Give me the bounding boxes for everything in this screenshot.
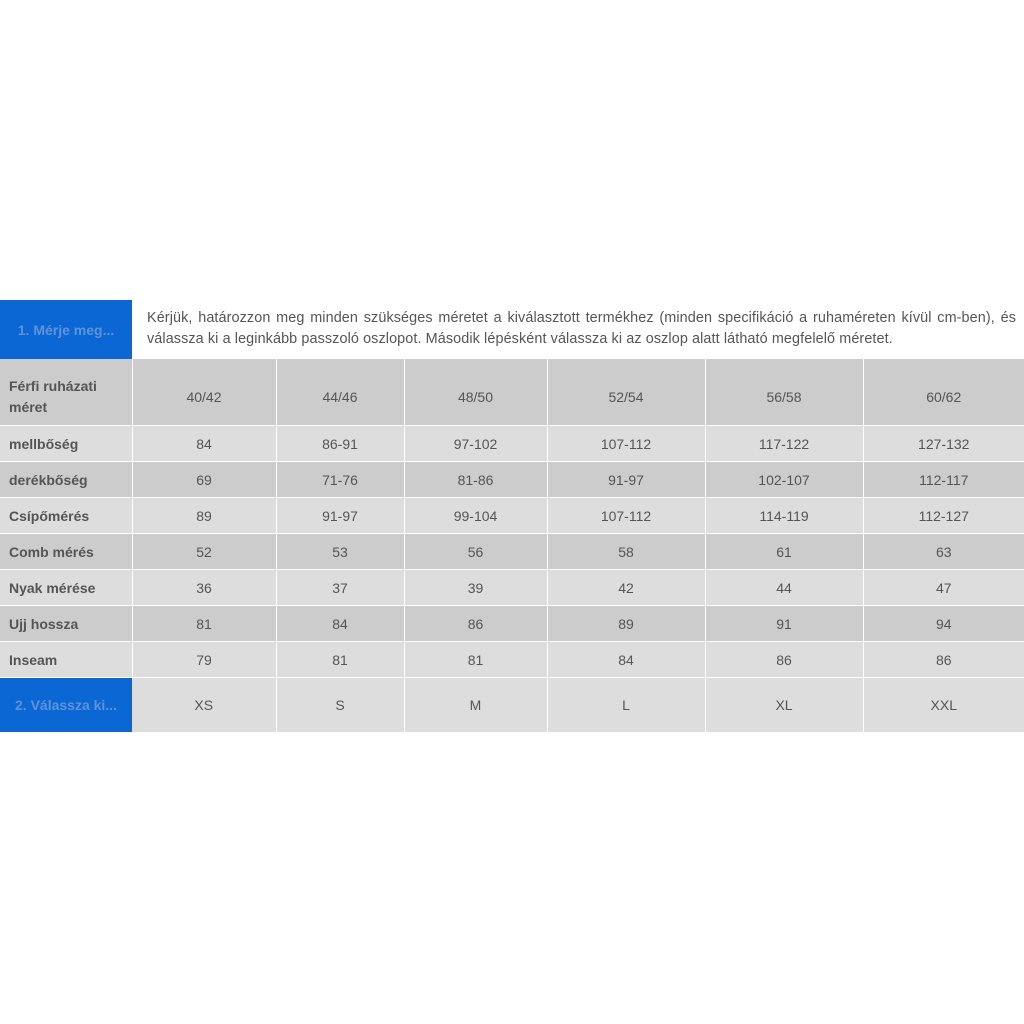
step-2-label: 2. Válassza ki...: [0, 678, 132, 733]
table-cell: 37: [276, 570, 404, 606]
table-cell: 58: [547, 534, 705, 570]
table-cell: 86: [705, 642, 863, 678]
row-label: Comb mérés: [0, 534, 132, 570]
table-cell: 39: [404, 570, 547, 606]
table-cell: 99-104: [404, 498, 547, 534]
header-size: 60/62: [863, 359, 1024, 426]
table-cell: 81: [404, 642, 547, 678]
table-cell: 89: [547, 606, 705, 642]
table-cell: 79: [132, 642, 276, 678]
table-cell: 89: [132, 498, 276, 534]
table-row: [0, 534, 1024, 570]
header-size: 44/46: [276, 359, 404, 426]
table-cell: 117-122: [705, 426, 863, 462]
size-option-m[interactable]: M: [404, 678, 547, 733]
size-option-xl[interactable]: XL: [705, 678, 863, 733]
header-size: 52/54: [547, 359, 705, 426]
table-cell: 69: [132, 462, 276, 498]
table-cell: 52: [132, 534, 276, 570]
row-label: derékbőség: [0, 462, 132, 498]
table-row: [0, 570, 1024, 606]
table-cell: 91: [705, 606, 863, 642]
table-cell: 84: [547, 642, 705, 678]
header-size: 40/42: [132, 359, 276, 426]
table-row: [0, 606, 1024, 642]
header-row: [0, 359, 1024, 426]
table-cell: 86: [863, 642, 1024, 678]
table-cell: 81-86: [404, 462, 547, 498]
table-cell: 56: [404, 534, 547, 570]
table-cell: 44: [705, 570, 863, 606]
table-cell: 86-91: [276, 426, 404, 462]
header-label: Férfi ruházati méret: [0, 359, 132, 426]
row-label: Nyak mérése: [0, 570, 132, 606]
table-row: [0, 498, 1024, 534]
table-row: [0, 426, 1024, 462]
table-cell: 81: [132, 606, 276, 642]
table-cell: 71-76: [276, 462, 404, 498]
table-cell: 53: [276, 534, 404, 570]
table-row: [0, 642, 1024, 678]
intro-instructions: Kérjük, határozzon meg minden szükséges méretet a kiválasztott termékhez (minden specifikáció a ruhaméreten kívül cm-ben), és válassza ki a leginkább passzoló oszlopot. Második lépésként válassza ki az oszlop alatt látható megfelelő méretet.: [147, 310, 1016, 347]
size-option-xs[interactable]: XS: [132, 678, 276, 733]
table-cell: 84: [132, 426, 276, 462]
size-option-xxl[interactable]: XXL: [863, 678, 1024, 733]
table-cell: 63: [863, 534, 1024, 570]
table-cell: 112-117: [863, 462, 1024, 498]
table-cell: 102-107: [705, 462, 863, 498]
table-cell: 114-119: [705, 498, 863, 534]
row-label: Ujj hossza: [0, 606, 132, 642]
size-option-l[interactable]: L: [547, 678, 705, 733]
table-cell: 107-112: [547, 426, 705, 462]
header-size: 48/50: [404, 359, 547, 426]
table-cell: 91-97: [547, 462, 705, 498]
table-row: [0, 462, 1024, 498]
table-cell: 112-127: [863, 498, 1024, 534]
size-table: [0, 359, 1024, 733]
size-select-row: [0, 678, 1024, 733]
table-cell: 107-112: [547, 498, 705, 534]
row-label: Csípőmérés: [0, 498, 132, 534]
header-size: 56/58: [705, 359, 863, 426]
table-cell: 47: [863, 570, 1024, 606]
row-label: mellbőség: [0, 426, 132, 462]
table-cell: 36: [132, 570, 276, 606]
size-chart: [0, 300, 1024, 733]
row-label: Inseam: [0, 642, 132, 678]
table-cell: 127-132: [863, 426, 1024, 462]
step-1-label: 1. Mérje meg...: [0, 300, 132, 359]
table-cell: 86: [404, 606, 547, 642]
size-option-s[interactable]: S: [276, 678, 404, 733]
table-cell: 61: [705, 534, 863, 570]
intro-row: [0, 300, 1024, 359]
table-cell: 97-102: [404, 426, 547, 462]
table-cell: 81: [276, 642, 404, 678]
table-cell: 42: [547, 570, 705, 606]
table-cell: 91-97: [276, 498, 404, 534]
table-cell: 94: [863, 606, 1024, 642]
table-cell: 84: [276, 606, 404, 642]
